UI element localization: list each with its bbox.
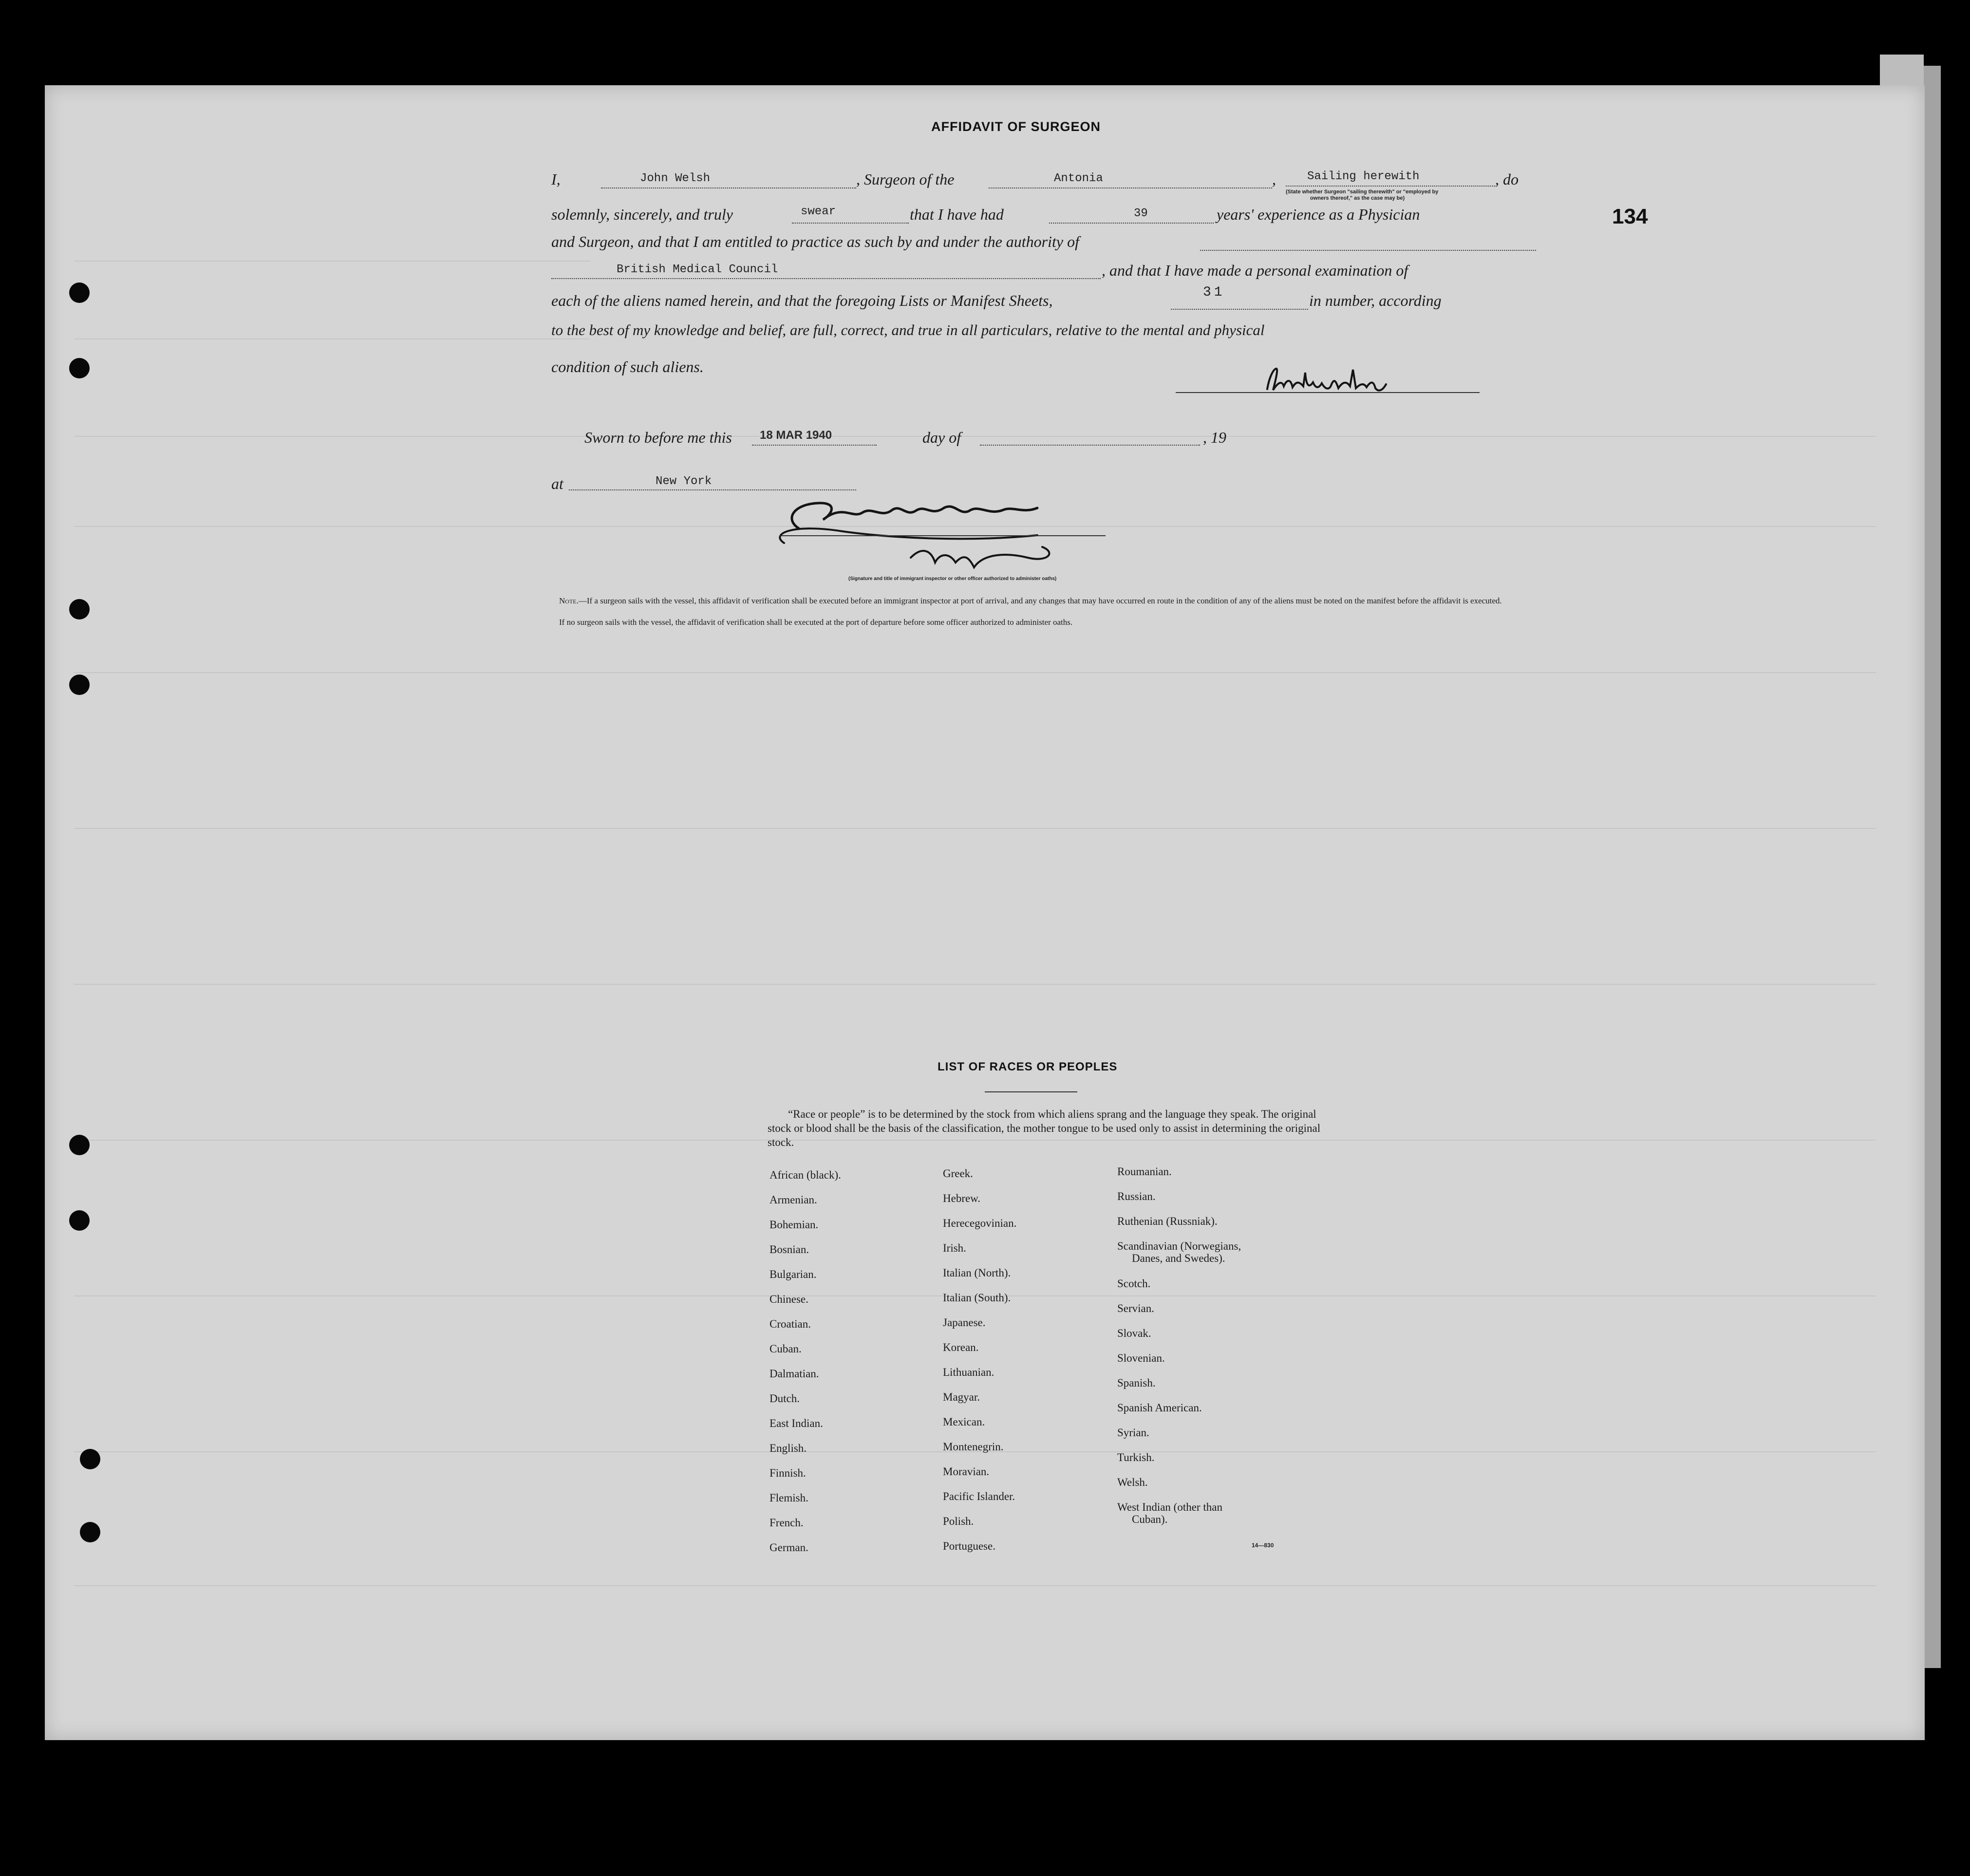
bleed-through-rule bbox=[74, 828, 1876, 829]
bleed-through-rule bbox=[74, 1585, 1876, 1586]
race-item: Armenian. bbox=[769, 1194, 817, 1206]
day-of-text: day of bbox=[922, 429, 961, 446]
race-item: Syrian. bbox=[1117, 1426, 1149, 1439]
bleed-through-rule bbox=[74, 984, 1876, 985]
race-item: Herecegovinian. bbox=[943, 1217, 1017, 1229]
date-stamp: 18 MAR 1940 bbox=[760, 429, 832, 442]
race-item: Italian (North). bbox=[943, 1267, 1011, 1279]
surgeon-signature-line bbox=[1176, 392, 1480, 393]
race-item: Irish. bbox=[943, 1242, 966, 1254]
inspector-signature bbox=[765, 485, 1125, 577]
race-item: Spanish. bbox=[1117, 1377, 1156, 1389]
bleed-through-rule bbox=[74, 261, 590, 262]
race-item: Japanese. bbox=[943, 1316, 986, 1329]
line-6: to the best of my knowledge and belief, are full, correct, and true in all particulars, relative to the mental and physical bbox=[551, 321, 1265, 338]
punch-hole bbox=[69, 1210, 90, 1231]
race-item: West Indian (other than bbox=[1117, 1501, 1222, 1513]
race-item: Italian (South). bbox=[943, 1292, 1011, 1304]
line-4: , and that I have made a personal examination of bbox=[1102, 262, 1408, 279]
race-item: Korean. bbox=[943, 1341, 979, 1353]
race-item: Russian. bbox=[1117, 1190, 1156, 1202]
sailing-note: (State whether Surgeon "sailing therewith" or "employed by bbox=[1286, 189, 1439, 195]
surgeon-signature bbox=[1258, 363, 1400, 402]
race-item: Moravian. bbox=[943, 1465, 990, 1478]
years-rule bbox=[1049, 223, 1214, 224]
place-name: New York bbox=[656, 475, 712, 488]
race-item: Polish. bbox=[943, 1515, 974, 1527]
punch-hole bbox=[80, 1449, 100, 1469]
year-prefix: , 19 bbox=[1203, 429, 1226, 446]
authority-name: British Medical Council bbox=[617, 263, 778, 276]
race-item: Dutch. bbox=[769, 1392, 800, 1405]
surgeon-of-the-text: , Surgeon of the bbox=[856, 170, 955, 188]
punch-hole bbox=[69, 358, 90, 378]
race-item-continued: Cuban). bbox=[1132, 1513, 1168, 1525]
race-item: Lithuanian. bbox=[943, 1366, 994, 1378]
punch-hole bbox=[69, 1135, 90, 1155]
race-item: Montenegrin. bbox=[943, 1441, 1004, 1453]
race-item: Slovenian. bbox=[1117, 1352, 1165, 1364]
inspector-signature-caption: (Signature and title of immigrant inspector or other officer authorized to administer oaths) bbox=[848, 576, 1057, 582]
race-item: Roumanian. bbox=[1117, 1165, 1172, 1178]
race-item: Ruthenian (Russniak). bbox=[1117, 1215, 1218, 1227]
oath-word: swear bbox=[801, 205, 836, 218]
race-item: Bulgarian. bbox=[769, 1268, 817, 1280]
note-label: Note. bbox=[559, 596, 579, 605]
affidavit-title: AFFIDAVIT OF SURGEON bbox=[931, 119, 1101, 134]
race-item: Flemish. bbox=[769, 1492, 808, 1504]
race-item: Chinese. bbox=[769, 1293, 808, 1305]
line-2-start: solemnly, sincerely, and truly bbox=[551, 206, 733, 223]
note-text: —If a surgeon sails with the vessel, this affidavit of verification shall be executed before an immigrant inspector at port of arrival, and any changes that may have occurred en route in the condition of any of the aliens must be noted on the manifest before the affidavit is executed. bbox=[578, 596, 1502, 605]
surgeon-name: John Welsh bbox=[640, 172, 711, 185]
authority-rule-end bbox=[1200, 250, 1536, 251]
race-item: Turkish. bbox=[1117, 1451, 1155, 1463]
race-item: East Indian. bbox=[769, 1417, 823, 1429]
underlying-sheet-edge-2 bbox=[1924, 66, 1941, 1668]
punch-hole bbox=[69, 675, 90, 695]
bleed-through-rule bbox=[74, 338, 590, 339]
race-item: Dalmatian. bbox=[769, 1368, 819, 1380]
line-5-start: each of the aliens named herein, and that the foregoing Lists or Manifest Sheets, bbox=[551, 292, 1053, 309]
form-code: 14—830 bbox=[1252, 1542, 1274, 1549]
race-item: Portuguese. bbox=[943, 1540, 995, 1552]
race-item: Bosnian. bbox=[769, 1243, 809, 1256]
sheets-rule bbox=[1171, 309, 1308, 310]
race-item: Spanish American. bbox=[1117, 1402, 1202, 1414]
races-title-rule bbox=[985, 1091, 1077, 1092]
bleed-through-rule bbox=[74, 436, 1876, 437]
sailing-rule bbox=[1286, 186, 1495, 187]
years-experience: 39 bbox=[1134, 207, 1148, 220]
race-item: Servian. bbox=[1117, 1302, 1155, 1314]
race-item-continued: Danes, and Swedes). bbox=[1132, 1252, 1225, 1264]
manifest-sheet bbox=[45, 85, 1925, 1740]
race-item: Scandinavian (Norwegians, bbox=[1117, 1240, 1241, 1252]
race-item: German. bbox=[769, 1541, 808, 1554]
race-item: Slovak. bbox=[1117, 1327, 1151, 1339]
race-item: French. bbox=[769, 1517, 804, 1529]
races-intro: “Race or people” is to be determined by the stock from which aliens sprang and the language they speak. The original stock or blood shall be the basis of the classification, the mother tongue to be used only to assist in determining the original stock. bbox=[768, 1108, 1321, 1148]
sworn-date-rule bbox=[752, 445, 877, 446]
punch-hole bbox=[69, 599, 90, 619]
race-item: Greek. bbox=[943, 1167, 973, 1180]
race-item: African (black). bbox=[769, 1169, 841, 1181]
bleed-through-rule bbox=[74, 672, 1876, 673]
race-item: Cuban. bbox=[769, 1343, 802, 1355]
note-paragraph bbox=[541, 596, 1534, 606]
affidavit-i: I, bbox=[551, 170, 561, 188]
punch-hole bbox=[80, 1522, 100, 1542]
line-7: condition of such aliens. bbox=[551, 358, 704, 375]
line-3: and Surgeon, and that I am entitled to practice as such by and under the authority of bbox=[551, 233, 1079, 250]
do-text: , do bbox=[1495, 170, 1519, 188]
line-5-end: in number, according bbox=[1309, 292, 1442, 309]
line-2-middle: that I have had bbox=[910, 206, 1004, 223]
race-item: Finnish. bbox=[769, 1467, 806, 1479]
note-paragraph-2: If no surgeon sails with the vessel, the affidavit of verification shall be executed at the port of departure before some officer authorized to administer oaths. bbox=[559, 618, 1073, 627]
races-title: LIST OF RACES OR PEOPLES bbox=[938, 1060, 1118, 1073]
punch-hole bbox=[69, 282, 90, 303]
race-item: Welsh. bbox=[1117, 1476, 1148, 1488]
vessel-name: Antonia bbox=[1054, 172, 1103, 185]
race-item: Pacific Islander. bbox=[943, 1490, 1015, 1502]
line-2-end: years' experience as a Physician bbox=[1217, 206, 1420, 223]
authority-rule bbox=[551, 278, 1101, 279]
oath-rule bbox=[792, 223, 909, 224]
at-text: at bbox=[551, 475, 563, 492]
month-rule bbox=[980, 445, 1200, 446]
race-item: Scotch. bbox=[1117, 1277, 1151, 1290]
race-item: Hebrew. bbox=[943, 1192, 981, 1204]
sheet-count: 31 bbox=[1203, 285, 1225, 300]
comma: , bbox=[1272, 170, 1276, 188]
sailing-note-2: owners thereof," as the case may be) bbox=[1310, 195, 1405, 201]
sworn-text: Sworn to before me this bbox=[584, 429, 732, 446]
race-item: Mexican. bbox=[943, 1416, 985, 1428]
race-item: English. bbox=[769, 1442, 807, 1454]
race-item: Bohemian. bbox=[769, 1219, 819, 1231]
race-item: Croatian. bbox=[769, 1318, 811, 1330]
page-number: 134 bbox=[1612, 205, 1648, 228]
sailing-status: Sailing herewith bbox=[1307, 170, 1420, 183]
race-item: Magyar. bbox=[943, 1391, 980, 1403]
